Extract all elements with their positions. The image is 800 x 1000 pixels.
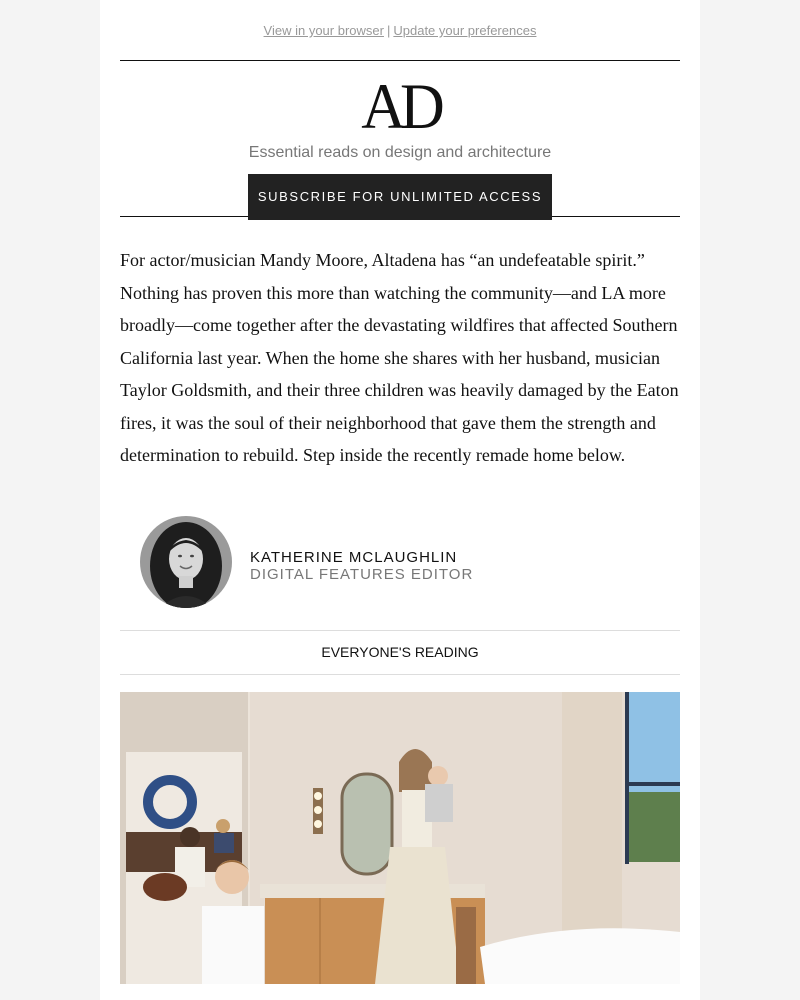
view-in-browser-link[interactable]: View in your browser — [263, 23, 384, 38]
update-preferences-link[interactable]: Update your preferences — [393, 23, 537, 38]
hero-image[interactable] — [120, 692, 680, 984]
hero-photo[interactable] — [120, 692, 680, 984]
tagline: Essential reads on design and architecture — [248, 144, 552, 161]
email-container — [100, 0, 700, 1000]
author-portrait-image — [140, 516, 232, 608]
author-text — [250, 549, 473, 583]
section-heading: EVERYONE'S READING — [120, 630, 680, 675]
author-role: DIGITAL FEATURES EDITOR — [250, 565, 474, 583]
author-name: KATHERINE MCLAUGHLIN — [250, 548, 458, 566]
subscribe-button[interactable]: SUBSCRIBE FOR UNLIMITED ACCESS — [248, 174, 552, 220]
author-avatar — [140, 516, 232, 608]
preheader-separator: | — [386, 23, 391, 38]
email-inner — [120, 0, 680, 984]
author-byline — [120, 514, 680, 610]
intro-paragraph: For actor/musician Mandy Moore, Altadena has “an undefeatable spirit.” Nothing has proven this more than watching the community—and LA more broadly—come together after the devastating wildfires that affected Southern California last year. When the home she shares with her husband, musician Taylor Goldsmith, and their three children was heavily damaged by the Eaton fires, it was the soul of their neighborhood that gave them the strength and determination to rebuild. Step inside the recently remade home below. — [120, 250, 679, 465]
ad-logo[interactable]: AD — [361, 71, 439, 143]
preheader-bar — [120, 0, 680, 61]
masthead — [120, 61, 680, 217]
